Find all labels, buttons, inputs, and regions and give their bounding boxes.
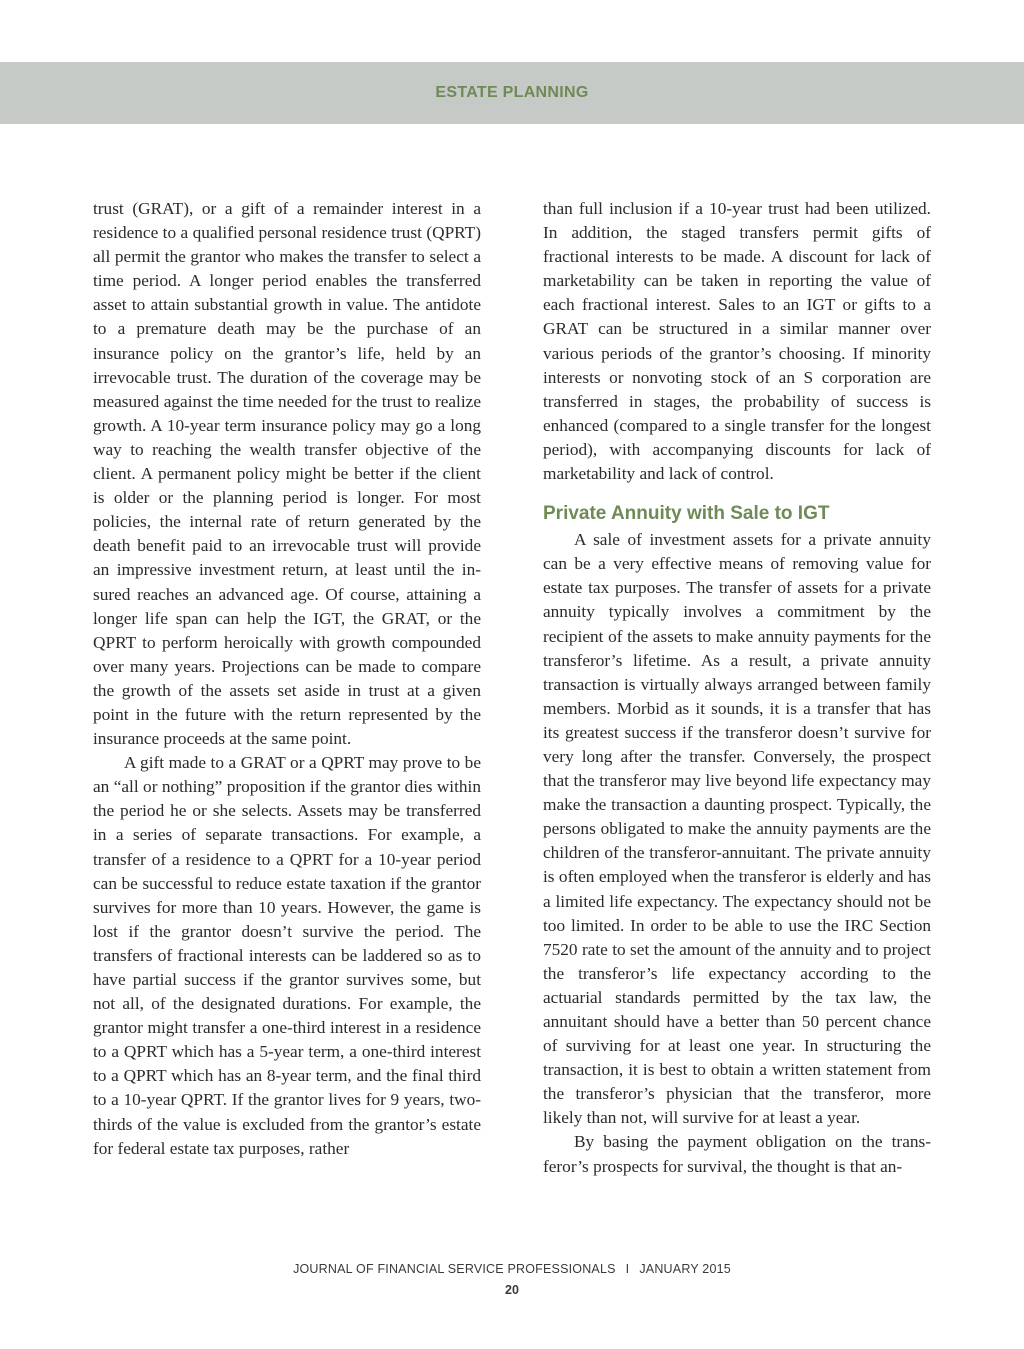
journal-title: JOURNAL OF FINANCIAL SERVICE PROFESSIONALS	[293, 1262, 616, 1276]
section-label: ESTATE PLANNING	[435, 84, 589, 101]
left-column	[93, 197, 481, 1161]
right-column	[543, 197, 931, 1179]
section-subheading: Private Annuity with Sale to IGT	[543, 503, 830, 525]
issue-date: JANUARY 2015	[639, 1262, 731, 1276]
section-header-band	[0, 62, 1024, 124]
body-paragraph: A sale of investment assets for a private annuity can be a very effective means of removing value for estate tax purposes. The transfer of assets for a private annuity typically involves a commitment by the recipient of the assets to make annuity payments for the transferor’s lifetime. As a result, a private annuity transaction is virtually always arranged between family members. Morbid as it sounds, it is a transfer that has its greatest success if the transferor doesn’t survive for very long after the transfer. Conversely, the prospect that the transferor may live beyond life expectancy may make the transaction a daunting prospect. Typically, the persons obligated to make the annuity payments are the children of the transferor-annuitant. The private annuity is often employed when the transferor is elderly and has a limited life expectancy. The expectancy should not be too limited. In order to be able to use the IRC Section 7520 rate to set the amount of the annuity and to project the transferor’s life expectancy according to the actuarial standards permitted by the tax law, the annuitant should have a better than 50 percent chance of surviving for at least one year. In structuring the transaction, it is best to obtain a written statement from the transferor’s physician that the transferor, more likely than not, will survive for at least a year.	[543, 530, 931, 1128]
body-paragraph: A gift made to a GRAT or a QPRT may prove to be an “all or nothing” proposition if the grantor dies within the period he or she selects. Assets may be transferred in a series of separate transactions. For example, a transfer of a residence to a QPRT for a 10-year period can be successful to reduce estate taxation if the grantor survives for more than 10 years. However, the game is lost if the grantor doesn’t survive the period. The transfers of fractional interests can be laddered so as to have partial success if the grantor survives some, but not all, of the designated durations. For example, the grantor might transfer a one-third interest in a residence to a QPRT which has a 5-year term, a one-third interest to a QPRT which has an 8-year term, and the final third to a 10-year QPRT. If the grantor lives for 9 years, two-thirds of the value is excluded from the grantor’s estate for federal estate tax purposes, rather	[93, 753, 481, 1158]
body-paragraph: trust (GRAT), or a gift of a remainder interest in a residence to a qualified personal residence trust (QPRT) all permit the grantor who makes the transfer to select a time period. A longer period enables the transferred asset to attain substantial growth in value. The antidote to a premature death may be the purchase of an insurance policy on the grantor’s life, held by an irrevocable trust. The duration of the coverage may be measured against the time needed for the trust to realize growth. A 10-year term insurance policy may go a long way to reaching the wealth transfer objective of the client. A permanent policy might be better if the client is older or the planning period is longer. For most policies, the internal rate of return generated by the death benefit paid to an irrevocable trust will provide an impressive investment return, at least until the insured reaches an advanced age. Of course, attaining a longer life span can help the IGT, the GRAT, or the QPRT to perform heroically with growth compounded over many years. Projections can be made to compare the growth of the assets set aside in trust at a given point in the future with the return represented by the insurance proceeds at the same point.	[93, 199, 481, 749]
body-paragraph: than full inclusion if a 10-year trust had been utilized. In addition, the staged transfers permit gifts of fractional interests to be made. A discount for lack of marketability can be taken in reporting the value of each fractional interest. Sales to an IGT or gifts to a GRAT can be structured in a similar manner over various periods of the grantor’s choosing. If minority interests or nonvoting stock of an S corporation are transferred in stages, the probability of success is enhanced (compared to a single transfer for the longest period), with accompanying discounts for lack of marketability and lack of control.	[543, 199, 931, 484]
footer-separator: I	[625, 1262, 630, 1276]
body-paragraph: By basing the payment obligation on the transferor’s prospects for survival, the thought is that an-	[543, 1132, 931, 1176]
page-number: 20	[505, 1283, 519, 1297]
page-footer	[0, 1262, 1024, 1276]
